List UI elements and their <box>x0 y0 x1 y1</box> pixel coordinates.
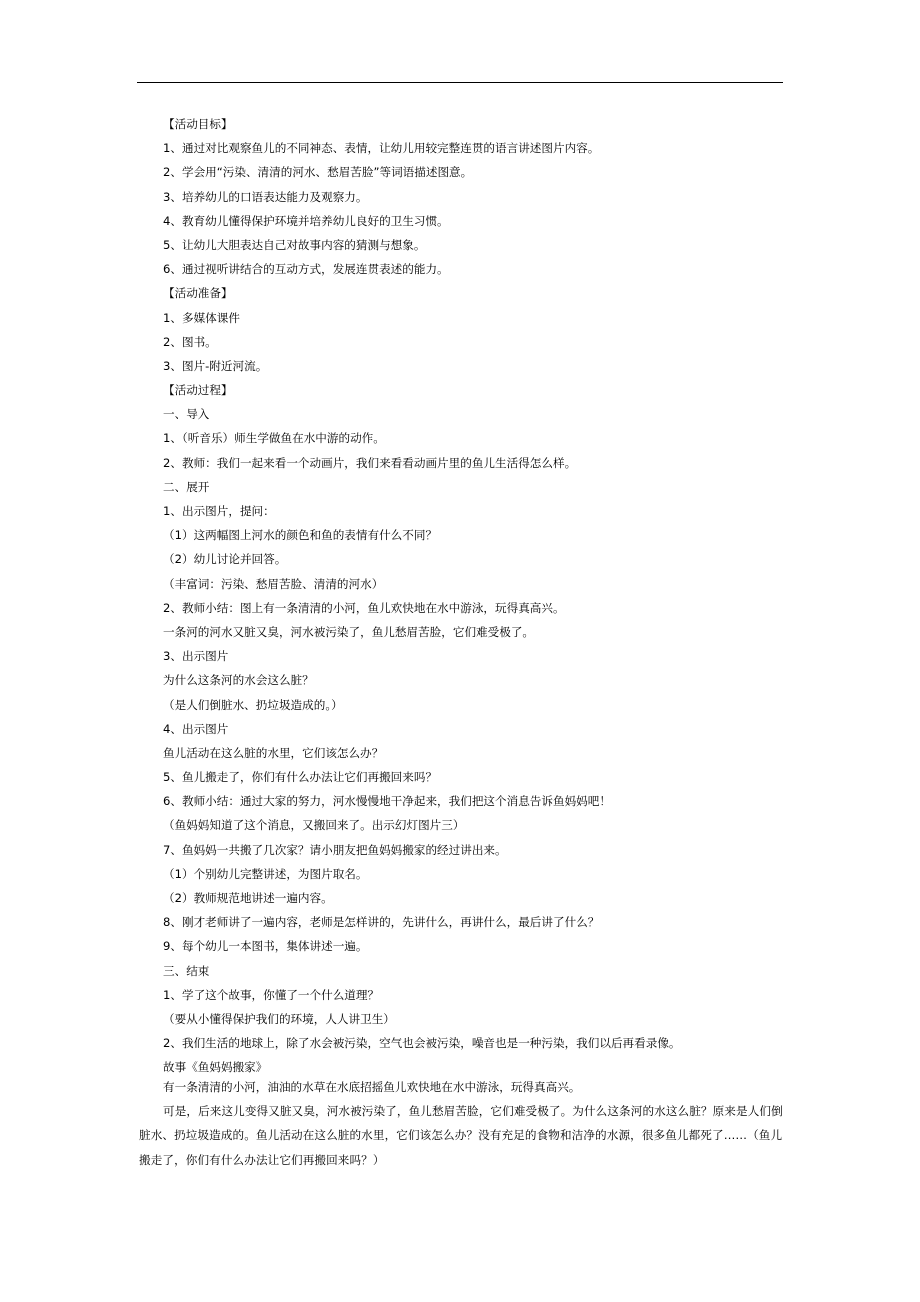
develop-item-8: 8、刚才老师讲了一遍内容，老师是怎样讲的，先讲什么，再讲什么，最后讲了什么？ <box>163 915 600 930</box>
prep-item-2: 2、图书。 <box>163 334 217 349</box>
story-title: 故事《鱼妈妈搬家》 <box>163 1060 268 1075</box>
develop-item-7-1: （1）个别幼儿完整讲述，为图片取名。 <box>163 866 368 881</box>
prep-item-1: 1、多媒体课件 <box>163 310 240 325</box>
develop-item-4-q: 鱼儿活动在这么脏的水里，它们该怎么办？ <box>163 745 384 760</box>
subheading-intro: 一、导入 <box>163 407 210 422</box>
story-paragraph-1: 有一条清清的小河，油油的水草在水底招摇鱼儿欢快地在水中游泳，玩得真高兴。 <box>163 1080 581 1094</box>
section-heading-preparation: 【活动准备】 <box>163 286 233 301</box>
develop-item-1-3: （丰富词：污染、愁眉苦脸、清清的河水） <box>163 576 384 591</box>
subheading-develop: 二、展开 <box>163 479 210 494</box>
goal-item-6: 6、通过视听讲结合的互动方式，发展连贯表述的能力。 <box>163 262 449 277</box>
story-body <box>139 1075 783 1172</box>
header-rule <box>137 82 783 83</box>
develop-item-6-note: （鱼妈妈知道了这个消息，又搬回来了。出示幻灯图片三） <box>163 818 465 833</box>
end-item-1: 1、学了这个故事，你懂了一个什么道理？ <box>163 987 380 1002</box>
end-item-1-note: （要从小懂得保护我们的环境，人人讲卫生） <box>163 1011 395 1026</box>
develop-item-7: 7、鱼妈妈一共搬了几次家？请小朋友把鱼妈妈搬家的经过讲出来。 <box>163 842 507 857</box>
develop-item-3-q: 为什么这条河的水会这么脏？ <box>163 673 314 688</box>
develop-item-4: 4、出示图片 <box>163 721 229 736</box>
develop-item-5: 5、鱼儿搬走了，你们有什么办法让它们再搬回来吗？ <box>163 770 438 785</box>
develop-item-1-2: （2）幼儿讨论并回答。 <box>163 552 287 567</box>
develop-item-3-a: （是人们倒脏水、扔垃圾造成的。） <box>163 697 343 712</box>
intro-item-2: 2、教师：我们一起来看一个动画片，我们来看看动画片里的鱼儿生活得怎么样。 <box>163 455 577 470</box>
story-paragraph-2: 可是，后来这儿变得又脏又臭，河水被污染了，鱼儿愁眉苦脸，它们难受极了。为什么这条河的水这么脏？原来是人们倒脏水、扔垃圾造成的。鱼儿活动在这么脏的水里，它们该怎么办？没有充足的食物和洁净的水源，很多鱼儿都死了……（鱼儿搬走了，你们有什么办法让它们再搬回来吗？） <box>139 1104 783 1167</box>
develop-item-3: 3、出示图片 <box>163 649 229 664</box>
develop-item-2-cont: 一条河的河水又脏又臭，河水被污染了，鱼儿愁眉苦脸，它们难受极了。 <box>163 624 535 639</box>
goal-item-1: 1、通过对比观察鱼儿的不同神态、表情，让幼儿用较完整连贯的语言讲述图片内容。 <box>163 141 600 156</box>
goal-item-4: 4、教育幼儿懂得保护环境并培养幼儿良好的卫生习惯。 <box>163 213 449 228</box>
develop-item-6: 6、教师小结：通过大家的努力，河水慢慢地干净起来，我们把这个消息告诉鱼妈妈吧！ <box>163 794 611 809</box>
goal-item-2: 2、学会用“污染、清清的河水、愁眉苦脸”等词语描述图意。 <box>163 165 473 180</box>
develop-item-2: 2、教师小结：图上有一条清清的小河，鱼儿欢快地在水中游泳，玩得真高兴。 <box>163 600 565 615</box>
subheading-end: 三、结束 <box>163 963 210 978</box>
section-heading-goals: 【活动目标】 <box>163 117 233 131</box>
goal-item-5: 5、让幼儿大胆表达自己对故事内容的猜测与想象。 <box>163 237 426 252</box>
develop-item-1: 1、出示图片，提问： <box>163 504 275 518</box>
develop-item-7-2: （2）教师规范地讲述一遍内容。 <box>163 891 333 905</box>
develop-item-1-1: （1）这两幅图上河水的颜色和鱼的表情有什么不同？ <box>163 528 438 543</box>
section-heading-process: 【活动过程】 <box>163 383 233 398</box>
develop-item-9: 9、每个幼儿一本图书，集体讲述一遍。 <box>163 939 368 954</box>
prep-item-3: 3、图片-附近河流。 <box>163 358 268 373</box>
intro-item-1: 1、（听音乐）师生学做鱼在水中游的动作。 <box>163 431 385 446</box>
end-item-2: 2、我们生活的地球上，除了水会被污染，空气也会被污染，噪音也是一种污染，我们以后再看录像。 <box>163 1036 681 1051</box>
document-body <box>163 112 783 1080</box>
goal-item-3: 3、培养幼儿的口语表达能力及观察力。 <box>163 189 368 204</box>
